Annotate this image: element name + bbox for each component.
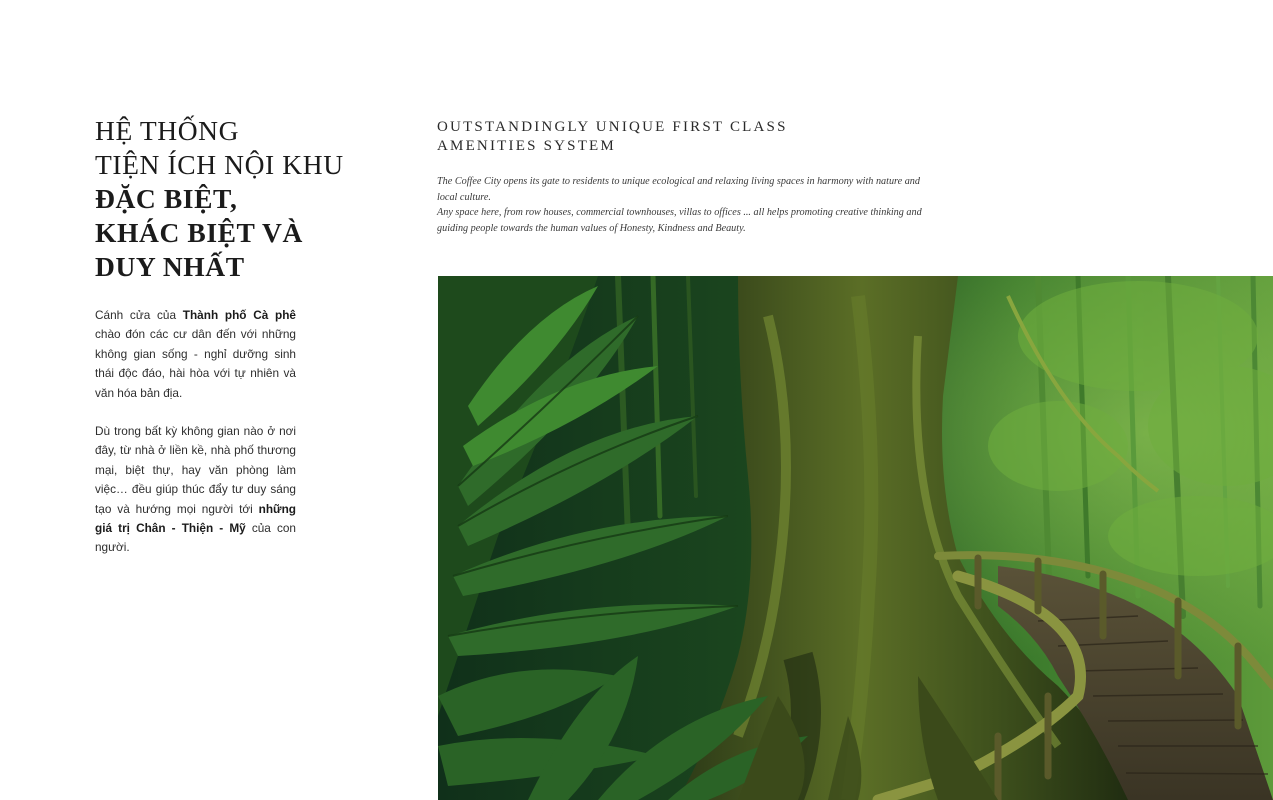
heading-vietnamese [95, 114, 395, 284]
forest-boardwalk-photo [438, 276, 1273, 800]
intro-vi-p1-text-a: Cánh cửa của [95, 308, 183, 322]
forest-illustration [438, 276, 1273, 800]
intro-vi-paragraph-2 [95, 422, 296, 558]
intro-en-paragraph-2: Any space here, from row houses, commercial townhouses, villas to offices ... all helps promoting creative thinking and guiding people towards the human values of Honesty, Kindness and Beauty. [437, 207, 922, 234]
intro-vi-p2-text-a: Dù trong bất kỳ không gian nào ở nơi đây, từ nhà ở liền kề, nhà phố thương mại, biệt thự, hay văn phòng làm việc… đều giúp thúc đẩy tư duy sáng tạo và hướng mọi người tới [95, 424, 296, 516]
heading-vi-line-5: DUY NHẤT [95, 251, 245, 282]
intro-vietnamese [95, 306, 296, 577]
intro-vi-p1-bold: Thành phố Cà phê [182, 308, 296, 322]
intro-vi-paragraph-1 [95, 306, 296, 403]
intro-vi-p1-text-b: chào đón các cư dân đến với những không gian sống - nghỉ dưỡng sinh thái độc đáo, hài hòa với tự nhiên và văn hóa bản địa. [95, 327, 296, 400]
heading-vi-line-2: TIỆN ÍCH NỘI KHU [95, 149, 344, 180]
intro-english [437, 174, 937, 236]
heading-vi-line-3: ĐẶC BIỆT, [95, 183, 238, 214]
heading-en-line-2: AMENITIES SYSTEM [437, 138, 616, 154]
intro-en-paragraph-1: The Coffee City opens its gate to residents to unique ecological and relaxing living spaces in harmony with nature and local culture. [437, 176, 920, 203]
heading-vi-line-4: KHÁC BIỆT VÀ [95, 217, 303, 248]
heading-vi-line-1: HỆ THỐNG [95, 115, 240, 146]
heading-english [437, 118, 788, 156]
intro-vi-p2-text-b: của con người. [95, 521, 296, 555]
intro-vi-p2-bold: những giá trị Chân - Thiện - Mỹ [95, 501, 296, 536]
heading-en-line-1: OUTSTANDINGLY UNIQUE FIRST CLASS [437, 119, 788, 135]
